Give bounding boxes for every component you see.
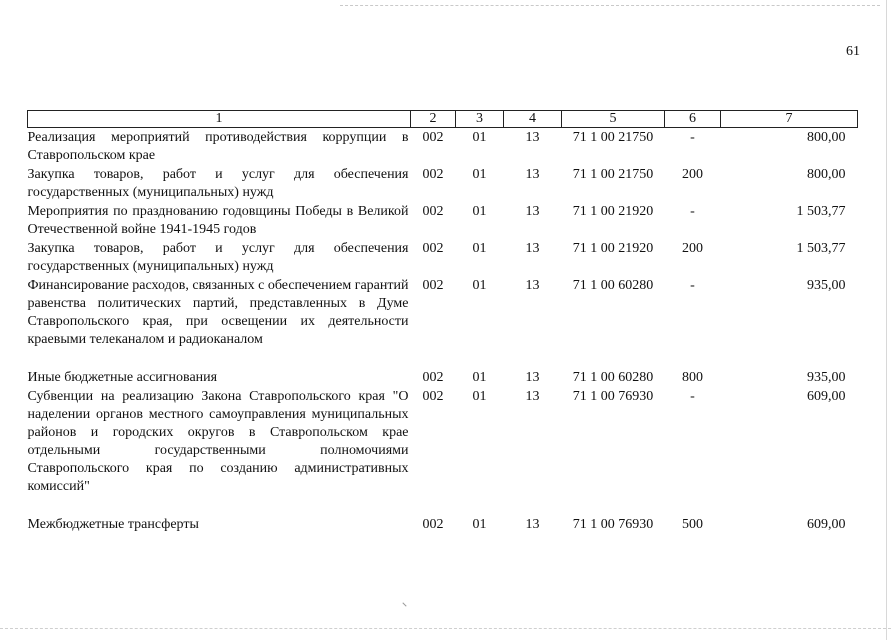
- row-type: 800: [682, 370, 703, 385]
- row-subsection: 13: [525, 278, 540, 293]
- row-name: Финансирование расходов, связанных с обеспечением гарантий равенства политических партий, представленных в Думе Ставропольского края, при освещении их деятельности краевыми телеканалом и радиоканалом: [27, 278, 409, 347]
- table-row: [28, 128, 858, 166]
- row-subsection: 13: [525, 167, 540, 182]
- table-row: [28, 387, 858, 496]
- row-target: 71 1 00 60280: [572, 370, 654, 385]
- table-row: [28, 515, 858, 534]
- budget-table: [27, 110, 858, 534]
- row-name: Закупка товаров, работ и услуг для обеспечения государственных (муниципальных) нужд: [27, 241, 409, 274]
- row-name: Мероприятия по празднованию годовщины Победы в Великой Отечественной войне 1941-1945 годов: [27, 204, 409, 237]
- row-type: 200: [682, 241, 703, 256]
- row-section: 01: [472, 204, 487, 219]
- row-code: 002: [422, 204, 444, 219]
- row-subsection: 13: [525, 517, 540, 532]
- header-col-6: 6: [665, 111, 721, 128]
- row-code: 002: [422, 517, 444, 532]
- row-section: 01: [472, 389, 487, 404]
- page-number: 61: [846, 44, 860, 59]
- header-col-5: 5: [562, 111, 665, 128]
- row-target: 71 1 00 60280: [572, 278, 654, 293]
- row-amount: 800,00: [807, 130, 846, 145]
- row-section: 01: [472, 370, 487, 385]
- row-code: 002: [422, 241, 444, 256]
- scan-edge-bottom: [0, 628, 891, 629]
- row-section: 01: [472, 278, 487, 293]
- row-name: Иные бюджетные ассигнования: [27, 370, 218, 385]
- row-subsection: 13: [525, 389, 540, 404]
- row-section: 01: [472, 517, 487, 532]
- scan-edge-top: [340, 5, 880, 6]
- row-type: 500: [682, 517, 703, 532]
- table-row: [28, 368, 858, 387]
- row-name: Закупка товаров, работ и услуг для обеспечения государственных (муниципальных) нужд: [27, 167, 409, 200]
- row-target: 71 1 00 76930: [572, 389, 654, 404]
- row-name: Субвенции на реализацию Закона Ставропольского края "О наделении органов местного самоуправления муниципальных районов и городских округов в Ставропольском крае отдельными государственными полномочиями Ставропольского края по созданию административных комиссий": [27, 389, 409, 494]
- row-amount: 1 503,77: [796, 204, 846, 219]
- row-target: 71 1 00 21920: [572, 241, 654, 256]
- row-code: 002: [422, 278, 444, 293]
- header-col-2: 2: [411, 111, 456, 128]
- row-target: 71 1 00 21750: [572, 130, 654, 145]
- row-type: -: [690, 130, 695, 145]
- row-code: 002: [422, 167, 444, 182]
- table-header-row: [28, 111, 858, 128]
- header-col-4: 4: [504, 111, 562, 128]
- header-col-7: 7: [721, 111, 858, 128]
- row-target: 71 1 00 76930: [572, 517, 654, 532]
- row-name: Реализация мероприятий противодействия коррупции в Ставропольском крае: [27, 130, 409, 163]
- row-section: 01: [472, 241, 487, 256]
- row-amount: 1 503,77: [796, 241, 846, 256]
- table-row: [28, 239, 858, 276]
- row-type: 200: [682, 167, 703, 182]
- row-subsection: 13: [525, 241, 540, 256]
- row-target: 71 1 00 21750: [572, 167, 654, 182]
- row-amount: 800,00: [807, 167, 846, 182]
- row-subsection: 13: [525, 370, 540, 385]
- row-type: -: [690, 204, 695, 219]
- row-code: 002: [422, 370, 444, 385]
- scan-speck: [402, 602, 406, 606]
- row-target: 71 1 00 21920: [572, 204, 654, 219]
- scan-edge-right: [886, 0, 887, 640]
- header-col-3: 3: [456, 111, 504, 128]
- row-code: 002: [422, 130, 444, 145]
- row-amount: 935,00: [807, 278, 846, 293]
- row-name: Межбюджетные трансферты: [27, 517, 199, 532]
- spacer-cell: [28, 349, 858, 368]
- table-row: [28, 165, 858, 202]
- table-spacer-row: [28, 349, 858, 368]
- row-amount: 935,00: [807, 370, 846, 385]
- row-amount: 609,00: [807, 389, 846, 404]
- row-type: -: [690, 389, 695, 404]
- row-subsection: 13: [525, 130, 540, 145]
- row-code: 002: [422, 389, 444, 404]
- row-type: -: [690, 278, 695, 293]
- row-section: 01: [472, 167, 487, 182]
- table-row: [28, 202, 858, 239]
- row-amount: 609,00: [807, 517, 846, 532]
- table-row: [28, 276, 858, 349]
- table-spacer-row: [28, 496, 858, 515]
- row-section: 01: [472, 130, 487, 145]
- row-subsection: 13: [525, 204, 540, 219]
- header-col-1: 1: [28, 111, 411, 128]
- spacer-cell: [28, 496, 858, 515]
